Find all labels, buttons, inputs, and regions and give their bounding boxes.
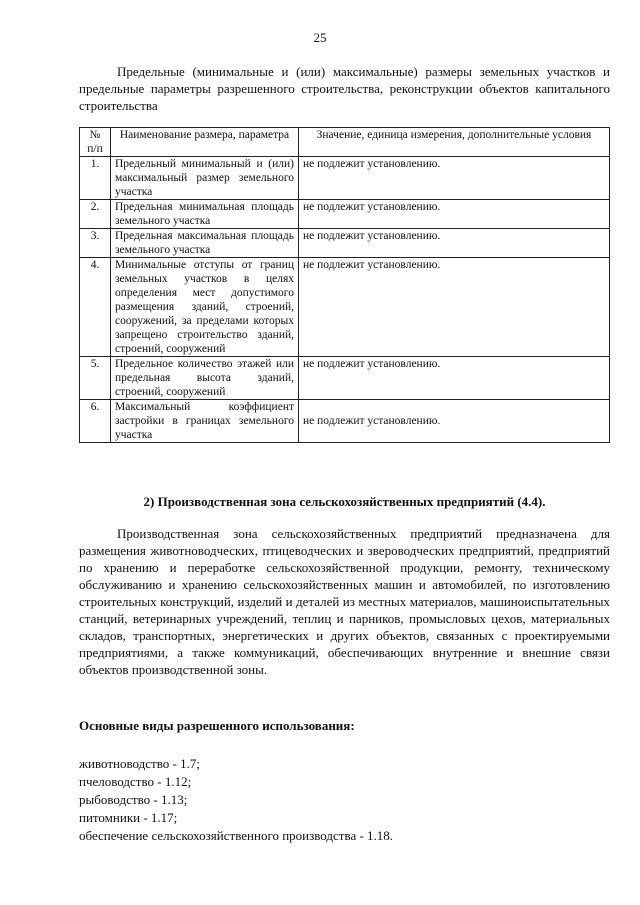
uses-heading: Основные виды разрешенного использования: — [79, 718, 355, 733]
row-name: Минимальные отступы от границ земельных участков в целях определения мест допустимого размещения зданий, строений, сооружений, за пределами которых запрещено строительство зданий, строений, сооружений — [111, 258, 299, 357]
table-row — [80, 258, 610, 357]
list-item: животноводство - 1.7; — [79, 756, 200, 771]
section-paragraph: Производственная зона сельскохозяйственных предприятий предназначена для размещения животноводческих, птицеводческих и звероводческих предприятий, предприятий по хранению и переработке сельскохозяйственной продукции, ремонту, техническому обслуживанию и хранению сельскохозяйственных машин и автомобилей, по изготовлению строительных конструкций, изделий и деталей из местных материалов, машиноиспытательных станций, ветеринарных учреждений, теплиц и парников, промысловых цехов, материальных складов, транспортных, энергетических и других объектов, связанных с проектируемыми предприятиями, а также коммуникаций, обеспечивающих внутренние и внешние связи объектов производственной зоны. — [79, 526, 610, 677]
row-name: Предельное количество этажей или предельная высота зданий, строений, сооружений — [111, 357, 299, 400]
parameters-table — [79, 127, 610, 443]
list-item: питомники - 1.17; — [79, 810, 178, 825]
row-name: Предельная максимальная площадь земельного участка — [111, 229, 299, 258]
row-name: Предельная минимальная площадь земельного участка — [111, 200, 299, 229]
row-value: не подлежит установлению. — [299, 157, 610, 200]
table-row — [80, 200, 610, 229]
section-heading: 2) Производственная зона сельскохозяйственных предприятий (4.4). — [143, 494, 546, 509]
row-value: не подлежит установлению. — [299, 258, 610, 357]
list-item: пчеловодство - 1.12; — [79, 774, 192, 789]
table-caption: Предельные (минимальные и (или) максимальные) размеры земельных участков и предельные параметры разрешенного строительства, реконструкции объектов капитального строительства — [79, 64, 610, 113]
table-header-row — [80, 128, 610, 157]
list-item: обеспечение сельскохозяйственного производства - 1.18. — [79, 828, 394, 843]
row-name: Предельный минимальный и (или) максимальный размер земельного участка — [111, 157, 299, 200]
row-value: не подлежит установлению. — [299, 357, 610, 400]
header-value: Значение, единица измерения, дополнительные условия — [299, 128, 610, 157]
table-row — [80, 357, 610, 400]
table-row — [80, 157, 610, 200]
header-name: Наименование размера, параметра — [111, 128, 299, 157]
list-item: рыбоводство - 1.13; — [79, 792, 188, 807]
row-num: 4. — [80, 258, 111, 357]
table-row — [80, 229, 610, 258]
row-value: не подлежит установлению. — [299, 200, 610, 229]
row-num: 6. — [80, 400, 111, 443]
row-value: не подлежит установлению. — [299, 229, 610, 258]
row-num: 2. — [80, 200, 111, 229]
uses-list — [79, 755, 393, 845]
row-num: 3. — [80, 229, 111, 258]
row-num: 1. — [80, 157, 111, 200]
header-num: № п/п — [80, 128, 111, 157]
row-value: не подлежит установлению. — [299, 400, 610, 443]
page-number: 25 — [313, 30, 327, 45]
table-row — [80, 400, 610, 443]
row-name: Максимальный коэффициент застройки в границах земельного участка — [111, 400, 299, 443]
row-num: 5. — [80, 357, 111, 400]
